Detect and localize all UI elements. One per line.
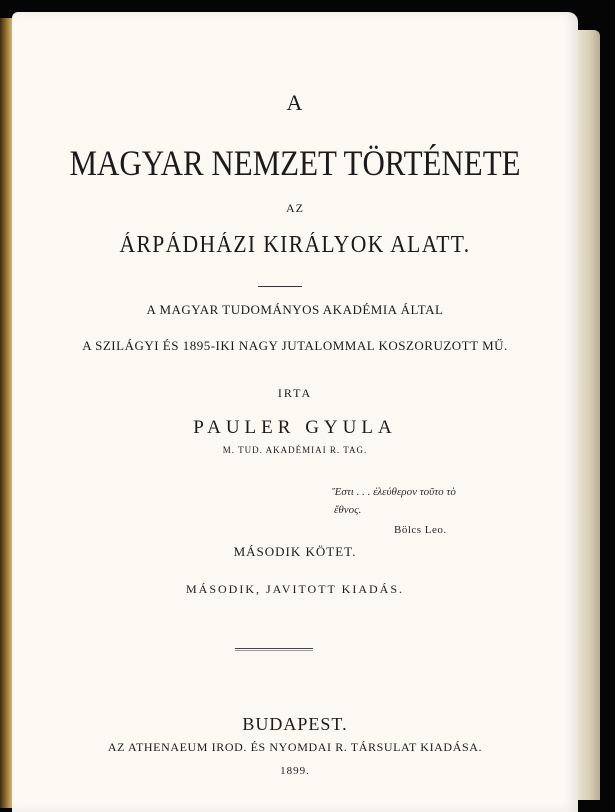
author-membership: M. TUD. AKADÉMIAI R. TAG. — [222, 445, 368, 455]
title-article: A — [286, 90, 304, 115]
ornamental-rule-shadow — [235, 650, 313, 651]
publisher-line: AZ ATHENAEUM IROD. ÉS NYOMDAI R. TÁRSULAT KIADÁSA. — [107, 740, 483, 754]
author-name: PAULER GYULA — [193, 417, 397, 438]
subtitle: ÁRPÁDHÁZI KIRÁLYOK ALATT. — [119, 232, 471, 258]
main-title: MAGYAR NEMZET TÖRTÉNETE — [69, 143, 521, 183]
publication-city: BUDAPEST. — [242, 714, 348, 734]
title-page — [12, 12, 578, 812]
title-connector: AZ — [286, 201, 304, 215]
epigraph-author: Bölcs Leo. — [394, 524, 447, 536]
epigraph-line-1: Ἔστι . . . ἐλεύθερον τοῦτο τὸ — [332, 486, 456, 498]
ornamental-rule — [235, 648, 313, 649]
volume-label: MÁSODIK KÖTET. — [233, 544, 357, 559]
divider-rule — [258, 286, 302, 287]
academy-line-2: A SZILÁGYI ÉS 1895-IKI NAGY JUTALOMMAL KOSZORUZOTT MŰ. — [82, 338, 508, 353]
publication-year: 1899. — [280, 765, 310, 777]
epigraph-line-2: ἔθνος. — [334, 504, 362, 516]
edition-label: MÁSODIK, JAVITOTT KIADÁS. — [185, 582, 404, 596]
written-by-label: IRTA — [277, 386, 313, 400]
academy-line-1: A MAGYAR TUDOMÁNYOS AKADÉMIA ÁLTAL — [146, 302, 444, 317]
